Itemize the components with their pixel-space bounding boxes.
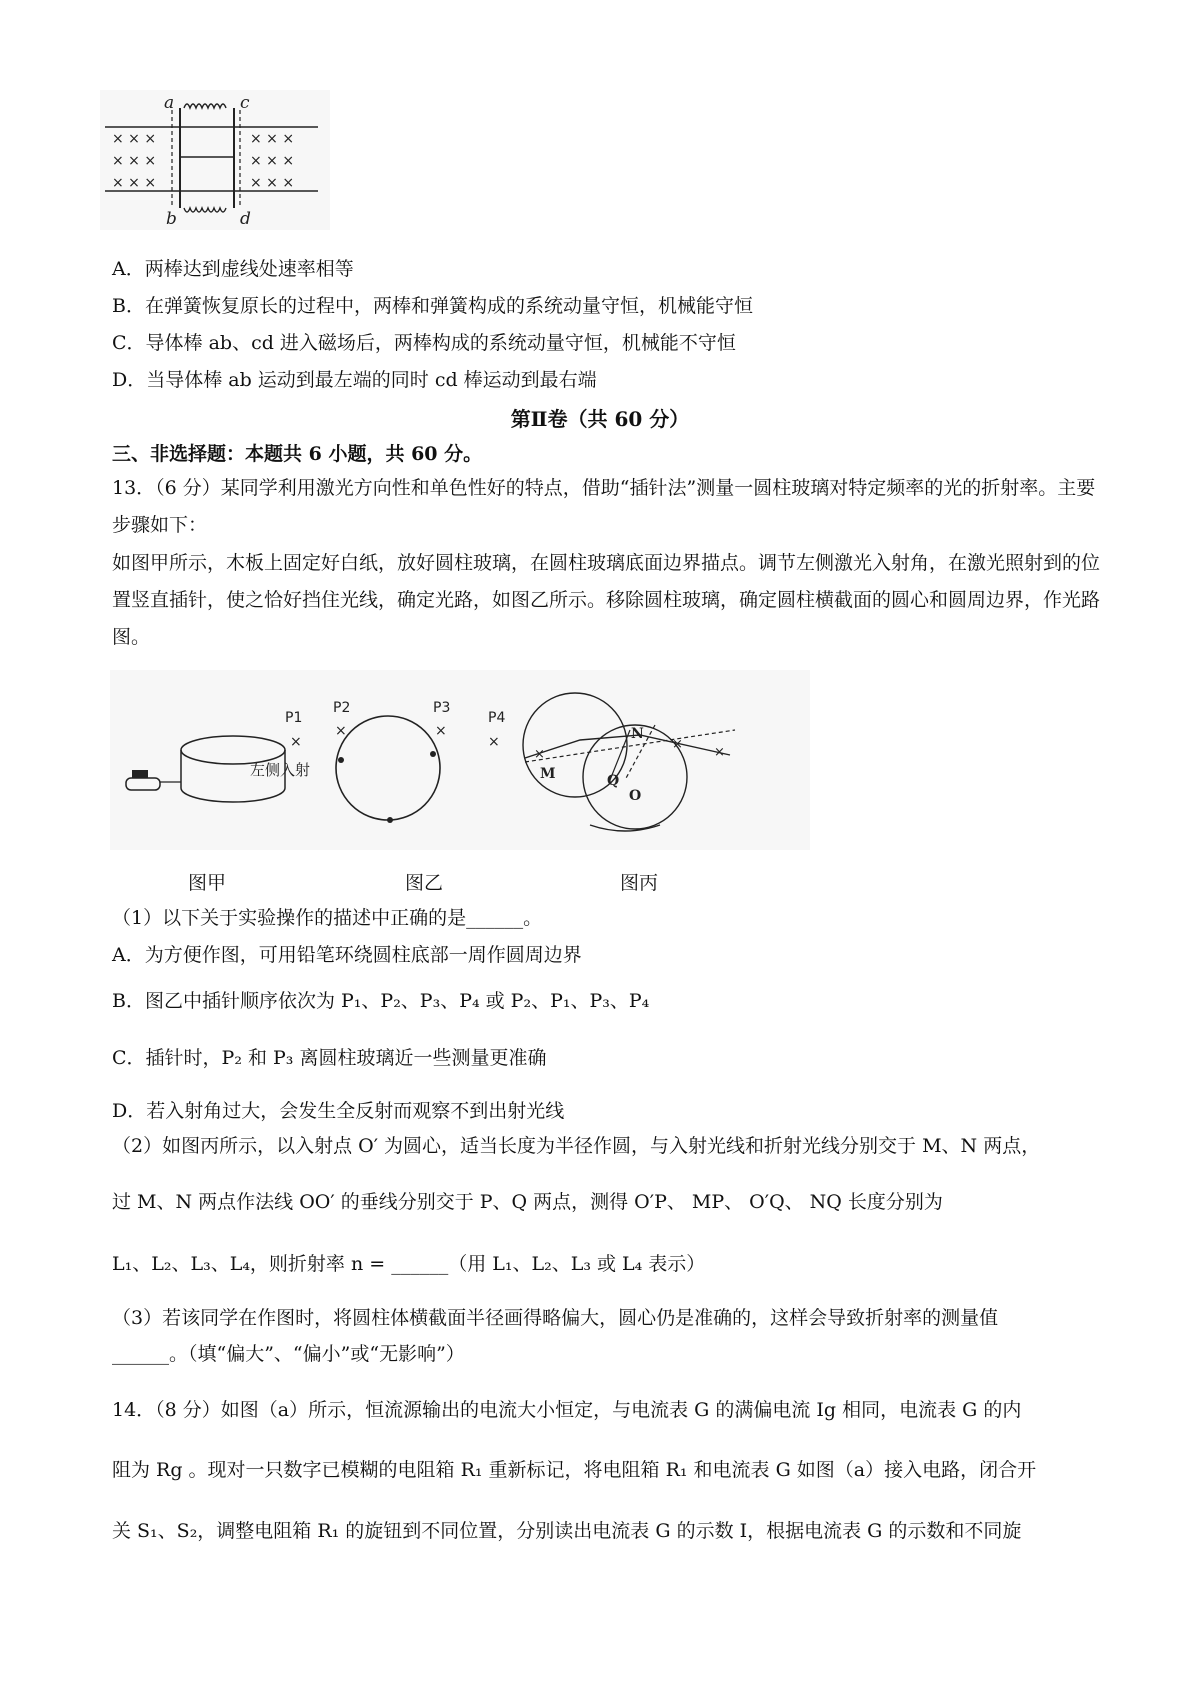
label-m: M: [540, 766, 556, 782]
left-incident-label: 左侧入射: [250, 761, 311, 779]
fig-jia-caption: 图甲: [188, 872, 227, 894]
section-heading: 三、非选择题：本题共 6 小题，共 60 分。: [112, 443, 483, 465]
q14-line2: 阻为 Rg 。现对一只数字已模糊的电阻箱 R₁ 重新标记，将电阻箱 R₁ 和电流表 G 如图（a）接入电路，闭合开: [112, 1459, 1037, 1481]
svg-text:×: ×: [290, 734, 302, 750]
svg-text:×: ×: [672, 737, 683, 752]
q12-option-a: A．两棒达到虚线处速率相等: [112, 258, 354, 280]
q13-part3-line1: （3）若该同学在作图时，将圆柱体横截面半径画得略偏大，圆心仍是准确的，这样会导致折射率的测量值: [112, 1307, 999, 1329]
fig-bing-caption: 图丙: [620, 872, 659, 894]
label-a: a: [164, 93, 175, 113]
rods-magnetic-field-figure: [100, 90, 330, 230]
label-p4: P4: [488, 710, 506, 726]
label-p2: P2: [333, 700, 351, 716]
svg-text:× × ×: × × ×: [250, 153, 295, 169]
label-q: Q: [607, 773, 620, 789]
section-title: 第Ⅱ卷（共 60 分）: [510, 407, 690, 431]
label-d: d: [240, 209, 251, 229]
svg-text:×: ×: [435, 723, 447, 739]
q13-part3-line2: ______。（填“偏大”、“偏小”或“无影响”）: [112, 1343, 465, 1365]
q13-part2-line2: 过 M、N 两点作法线 OO′ 的垂线分别交于 P、Q 两点，测得 O′P、 MP、 O′Q、 NQ 长度分别为: [112, 1191, 943, 1213]
q13-part1-d: D．若入射角过大，会发生全反射而观察不到出射光线: [112, 1100, 565, 1122]
label-o: O: [629, 788, 642, 804]
q13-part2-line1: （2）如图丙所示，以入射点 O′ 为圆心，适当长度为半径作圆，与入射光线和折射光线分别交于 M、N 两点，: [112, 1135, 1041, 1157]
svg-text:×: ×: [714, 745, 725, 760]
q12-option-b: B．在弹簧恢复原长的过程中，两棒和弹簧构成的系统动量守恒，机械能守恒: [112, 295, 753, 317]
svg-text:× × ×: × × ×: [112, 131, 157, 147]
svg-text:× × ×: × × ×: [112, 175, 157, 191]
label-c: c: [240, 93, 250, 113]
q12-option-c: C．导体棒 ab、cd 进入磁场后，两棒构成的系统动量守恒，机械能不守恒: [112, 332, 736, 354]
q14-line1: 14．（8 分）如图（a）所示，恒流源输出的电流大小恒定，与电流表 G 的满偏电流 Ig 相同，电流表 G 的内: [112, 1399, 1022, 1421]
svg-text:× × ×: × × ×: [250, 131, 295, 147]
q13-part1-c: C．插针时，P₂ 和 P₃ 离圆柱玻璃近一些测量更准确: [112, 1047, 547, 1069]
q13-part2-line3: L₁、L₂、L₃、L₄，则折射率 n = ______（用 L₁、L₂、L₃ 或 L₄ 表示）: [112, 1253, 706, 1275]
label-p3: P3: [433, 700, 451, 716]
svg-text:× × ×: × × ×: [250, 175, 295, 191]
q13-intro: 13．（6 分）某同学利用激光方向性和单色性好的特点，借助“插针法”测量一圆柱玻璃对特定频率的光的折射率。主要步骤如下：: [112, 477, 1096, 536]
label-p1: P1: [285, 710, 303, 726]
svg-text:×: ×: [534, 747, 545, 762]
q12-option-d: D．当导体棒 ab 运动到最左端的同时 cd 棒运动到最右端: [112, 369, 597, 391]
svg-text:× × ×: × × ×: [112, 153, 157, 169]
q13-steps: 如图甲所示，木板上固定好白纸，放好圆柱玻璃，在圆柱玻璃底面边界描点。调节左侧激光入射角，在激光照射到的位置竖直插针，使之恰好挡住光线，确定光路，如图乙所示。移除圆柱玻璃，确定圆柱横截面的圆心和圆周边界，作光路图。: [112, 552, 1101, 648]
q13-figures: [110, 670, 810, 850]
label-n: N: [631, 726, 644, 742]
label-b: b: [166, 209, 177, 229]
q13-part1: （1）以下关于实验操作的描述中正确的是______。: [112, 907, 543, 929]
q13-part1-a: A．为方便作图，可用铅笔环绕圆柱底部一周作圆周边界: [112, 944, 582, 966]
fig-yi-caption: 图乙: [405, 872, 444, 894]
svg-text:×: ×: [488, 734, 500, 750]
q13-part1-b: B．图乙中插针顺序依次为 P₁、P₂、P₃、P₄ 或 P₂、P₁、P₃、P₄: [112, 990, 650, 1012]
svg-text:×: ×: [335, 723, 347, 739]
q14-line3: 关 S₁、S₂，调整电阻箱 R₁ 的旋钮到不同位置，分别读出电流表 G 的示数 I，根据电流表 G 的示数和不同旋: [112, 1520, 1022, 1542]
